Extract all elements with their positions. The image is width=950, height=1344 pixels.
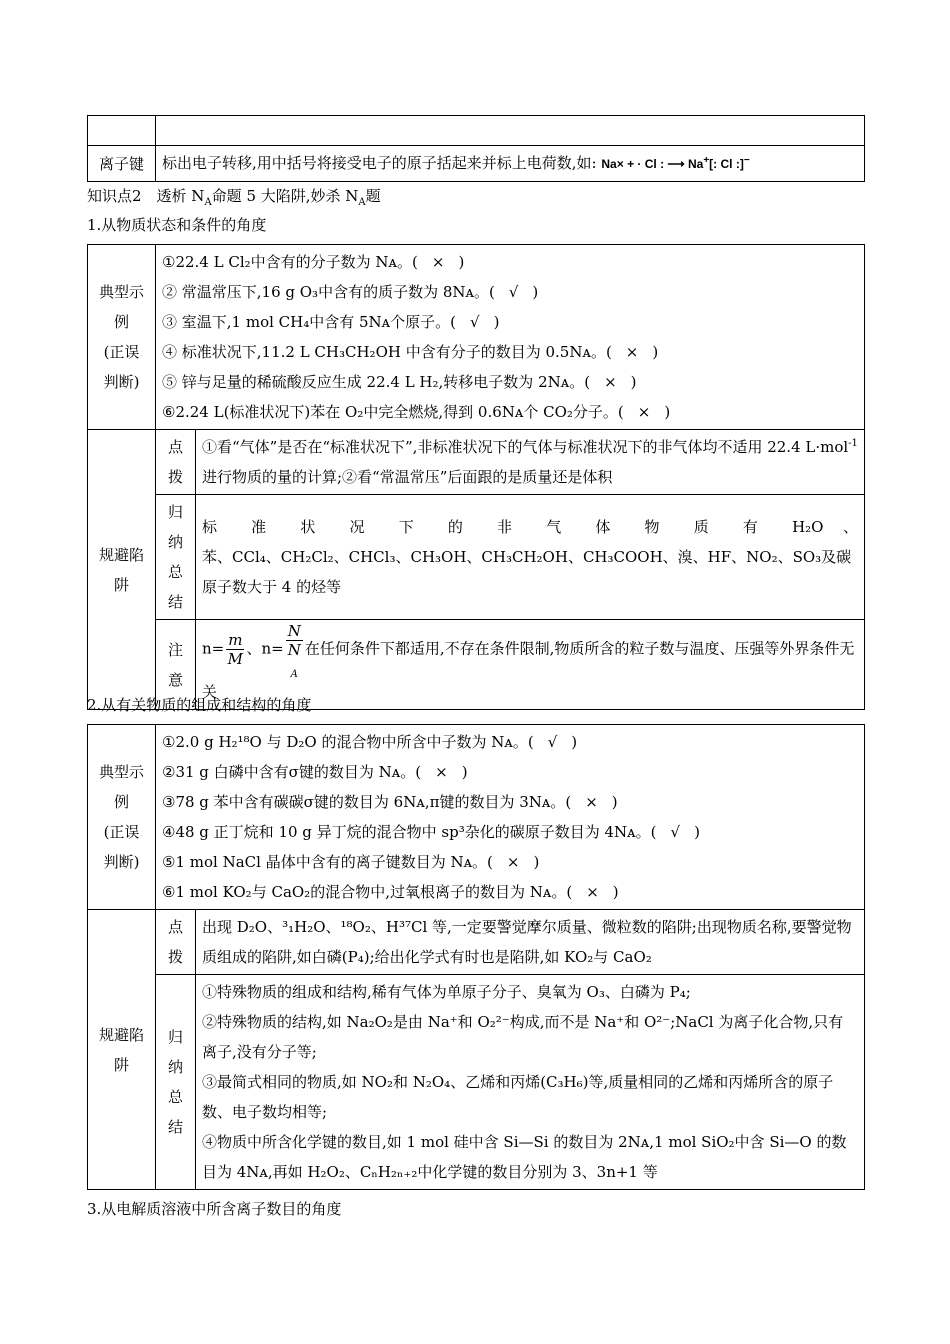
section3-heading: 3.从电解质溶液中所含离子数目的角度 — [87, 1200, 342, 1218]
lewis-diagram: Na× + · Cl : ⟶ Na+[: Cl :]− — [601, 155, 750, 171]
judgement-mark: × — [625, 343, 639, 361]
example-item: ①2.0 g H₂¹⁸O 与 D₂O 的混合物中所含中子数为 Nᴀ。( √ ) — [162, 733, 578, 751]
judgement-mark: × — [435, 763, 448, 781]
summary-text-2: ①特殊物质的组成和结构,稀有气体为单原子分子、臭氧为 O₃、白磷为 P₄; ②特殊物质的结构,如 Na₂O₂是由 Na⁺和 O₂²⁻构成,而不是 Na⁺和 O²⁻;NaCl 为离子化合物,只有离子,没有分子等; ③最简式相同的物质,如 NO₂和 N₂O₄、乙烯和丙烯(C₃H₆)等,质量相同的乙烯和丙烯所含的原子数、电子数均相等; ④物质中所含化学键的数目,如 1 mol 硅中含 Si—Si 的数目为 2Nᴀ,1 mol SiO₂中含 Si—O 的数目为 4Nᴀ,再如 H₂O₂、CₙH₂ₙ₊₂中化学键的数目分别为 3、3n+1 等 — [196, 975, 865, 1190]
judgement-mark: √ — [547, 733, 558, 751]
hint-text-2: 出现 D₂O、³₁H₂O、¹⁸O₂、H³⁷Cl 等,一定要警觉摩尔质量、微粒数的陷阱;出现物质名称,要警觉物质组成的陷阱,如白磷(P₄);给出化学式有时也是陷阱,如 KO₂与 CaO₂ — [196, 910, 865, 975]
note-label: 注 意 — [156, 620, 196, 710]
example-item: ⑥2.24 L(标准状况下)苯在 O₂中完全燃烧,得到 0.6Nᴀ个 CO₂分子。( × ) — [162, 403, 671, 421]
example-item: ④48 g 正丁烷和 10 g 异丁烷的混合物中 sp³杂化的碳原子数目为 4Nᴀ。( √ ) — [162, 823, 700, 841]
section2-heading: 2.从有关物质的组成和结构的角度 — [87, 696, 312, 714]
hint-label: 点 拨 — [156, 430, 196, 495]
example-item: ④ 标准状况下,11.2 L CH₃CH₂OH 中含有分子的数目为 0.5Nᴀ。( × ) — [162, 343, 659, 361]
summary-label: 归 纳 总 结 — [156, 495, 196, 620]
examples-list — [156, 245, 865, 430]
hint-label-2: 点 拨 — [156, 910, 196, 975]
section1-heading: 1.从物质状态和条件的角度 — [87, 216, 267, 234]
example-item: ② 常温常压下,16 g O₃中含有的质子数为 8Nᴀ。( √ ) — [162, 283, 539, 301]
judgement-mark: √ — [470, 313, 480, 331]
mass-fraction: $\frac{m}{M}$ — [227, 631, 244, 668]
judgement-mark: × — [637, 403, 651, 421]
summary-text: 标 准 状 况 下 的 非 气 体 物 质 有 H₂O 、 苯、CCl₄、CH₂Cl₂、CHCl₃、CH₃OH、CH₃CH₂OH、CH₃COOH、溴、HF、NO₂、SO₃及碳原子数大于 4 的烃等 — [196, 495, 865, 620]
section2-table — [87, 724, 865, 1190]
judgement-mark: × — [506, 853, 520, 871]
examples-list-2 — [156, 725, 865, 910]
judgement-mark: × — [431, 253, 445, 271]
example-label: 典型示 例 (正误 判断) — [88, 245, 156, 430]
ionic-bond-label: 离子键 — [88, 146, 156, 182]
ionic-bond-text: 标出电子转移,用中括号将接受电子的原子括起来并标上电荷数,如: Na× + · Cl : ⟶ Na+[: Cl :]− — [156, 146, 865, 182]
judgement-mark: × — [585, 793, 598, 811]
section1-table — [87, 244, 865, 710]
example-item: ⑤1 mol NaCl 晶体中含有的离子键数目为 Nᴀ。( × ) — [162, 853, 540, 871]
example-item: ⑥1 mol KO₂与 CaO₂的混合物中,过氧根离子的数目为 Nᴀ。( × ) — [162, 883, 619, 901]
summary-first-line: 标 准 状 况 下 的 非 气 体 物 质 有 H₂O 、 — [202, 518, 858, 536]
trap-label: 规避陷 阱 — [88, 430, 156, 710]
example-item: ②31 g 白磷中含有σ键的数目为 Nᴀ。( × ) — [162, 763, 468, 781]
judgement-mark: √ — [670, 823, 681, 841]
judgement-mark: √ — [508, 283, 519, 301]
top-table — [87, 115, 865, 182]
example-item: ①22.4 L Cl₂中含有的分子数为 Nᴀ。( × ) — [162, 253, 465, 271]
judgement-mark: × — [586, 883, 599, 901]
hint-text: ①看“气体”是否在“标准状况下”,非标准状况下的气体与标准状况下的非气体均不适用 22.4 L·mol$^{-1}$进行物质的量的计算;②看“常温常压”后面跟的是质量还是体积 — [196, 430, 865, 495]
example-label-2: 典型示 例 (正误 判断) — [88, 725, 156, 910]
trap-label-2: 规避陷 阱 — [88, 910, 156, 1190]
example-item: ⑤ 锌与足量的稀硫酸反应生成 22.4 L H₂,转移电子数为 2Nᴀ。( × ) — [162, 373, 637, 391]
example-item: ③78 g 苯中含有碳碳σ键的数目为 6Nᴀ,π键的数目为 3Nᴀ。( × ) — [162, 793, 618, 811]
example-item: ③ 室温下,1 mol CH₄中含有 5Nᴀ个原子。( √ ) — [162, 313, 500, 331]
number-fraction: N N $_A$ — [287, 622, 301, 680]
kp2-title: 知识点2 透析 $N_A$命题 5 大陷阱,妙杀 $N_A$题 — [87, 187, 381, 208]
summary-label-2: 归 纳 总 结 — [156, 975, 196, 1190]
note-text: n= $\frac{m}{M}$ 、n= N N $_A$ 在任何条件下都适用,不存在条件限制,物质所含的粒子数与温度、压强等外界条件无关 — [196, 620, 865, 710]
judgement-mark: × — [604, 373, 617, 391]
